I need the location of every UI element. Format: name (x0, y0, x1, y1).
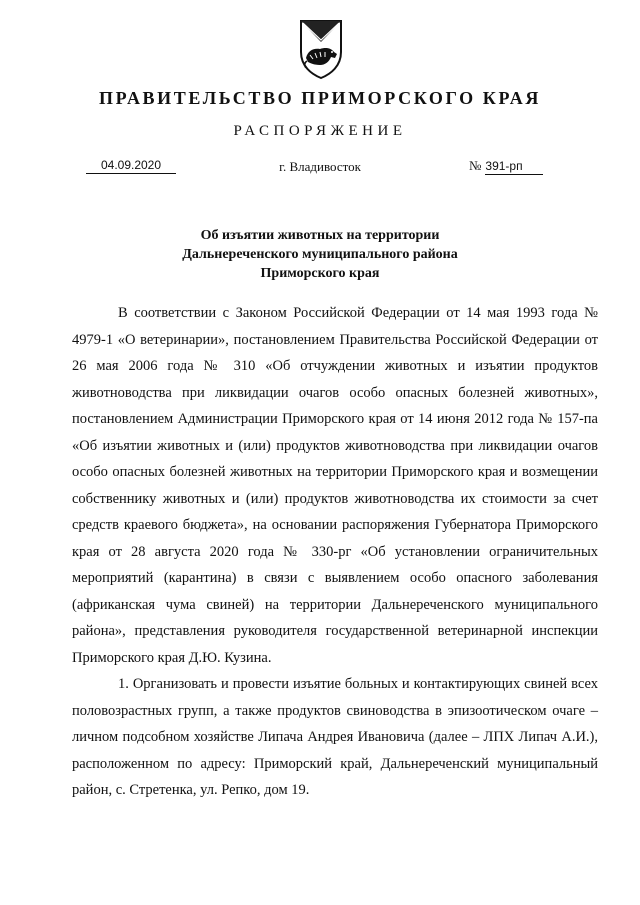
number-sign: № (469, 158, 482, 173)
document-number-value: 391-рп (485, 159, 543, 175)
document-date: 04.09.2020 (86, 158, 176, 174)
government-title: ПРАВИТЕЛЬСТВО ПРИМОРСКОГО КРАЯ (99, 88, 541, 108)
preamble-paragraph: В соответствии с Законом Российской Федерации от 14 мая 1993 года № 4979-1 «О ветеринарии», постановлением Правительства Российской Федерации от 26 мая 2006 года № 310 «Об отчуждении животных и изъятии продуктов животноводства при ликвидации очагов особо опасных болезней животных», постановлением Администрации Приморского края от 14 июня 2012 года № 157-па «Об изъятии животных и (или) продуктов животноводства при ликвидации очагов особо опасных болезней животных на территории Приморского края и возмещении собственнику животных и (или) продуктов животноводства их стоимости за счет средств краевого бюджета», на основании распоряжения Губернатора Приморского края от 28 августа 2020 года № 330-рг «Об установлении ограничительных мероприятий (карантина) в связи с выявлением особо опасного заболевания (африканская чума свиней) на территории Дальнереченского муниципального района», представления руководителя государственной ветеринарной инспекции Приморского края Д.Ю. Кузина. (72, 305, 598, 666)
subject-line: Дальнереченского муниципального района (182, 247, 458, 262)
item-1-paragraph: 1. Организовать и провести изъятие больных и контактирующих свиней всех половозрастных групп, а также продуктов свиноводства в эпизоотическом очаге – личном подсобном хозяйстве Липача Андрея Ивановича (далее – ЛПХ Липач А.И.), расположенном по адресу: Приморский край, Дальнереченский муниципальный район, с. Стретенка, ул. Репко, дом 19. (72, 676, 598, 798)
document-city: г. Владивосток (279, 159, 361, 174)
document-body (72, 300, 598, 804)
document-meta-row (0, 158, 640, 180)
document-number (469, 158, 543, 175)
subject-line: Приморского края (260, 266, 380, 281)
tiger-shield-emblem-icon (298, 18, 344, 80)
document-subject (0, 226, 640, 283)
subject-line: Об изъятии животных на территории (200, 228, 440, 243)
document-type: РАСПОРЯЖЕНИЕ (233, 123, 407, 139)
